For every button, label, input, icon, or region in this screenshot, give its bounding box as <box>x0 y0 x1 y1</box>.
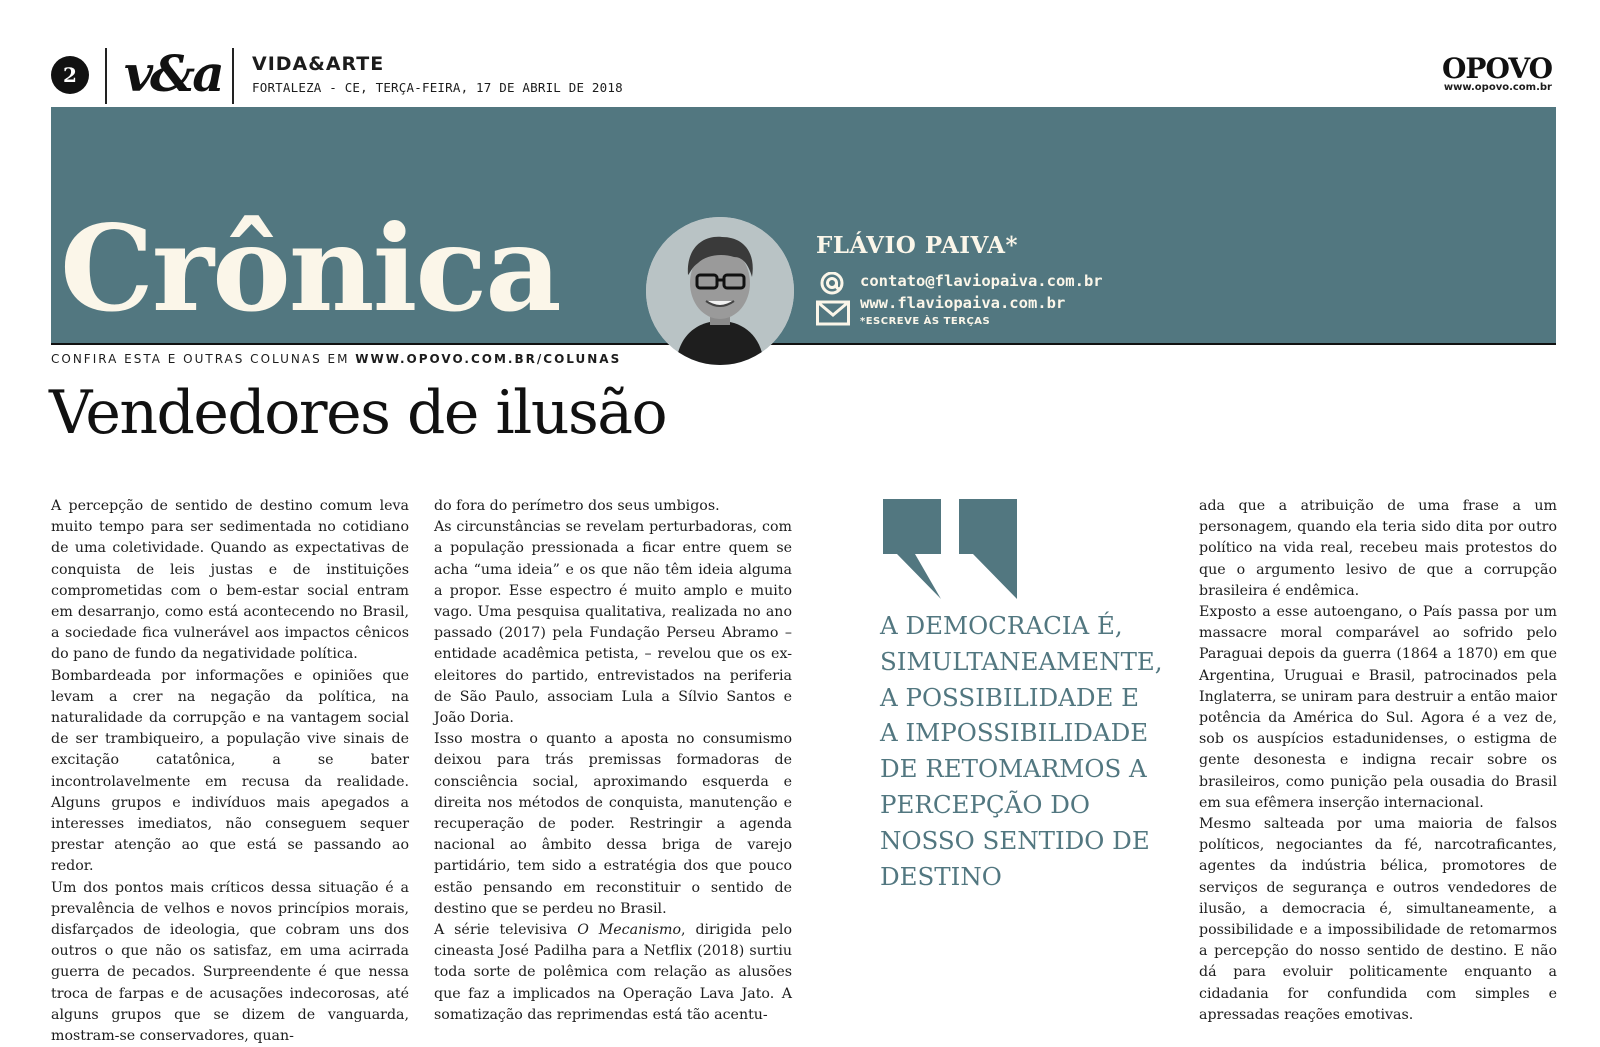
article-paragraph: Exposto a esse autoengano, o País passa por um massacre moral comparável ao sofrido pelo Paraguai depois da guerra (1864 a 1870) em que Argentina, Uruguai e Brasil, patrocinados pela Inglaterra, se uniram para destruir a então maior potência da América do Sul. Agora é a vez de, sob os auspícios estadunidenses, o estigma de gente desonesta e indigna recair sobre os brasileiros, como punição pela ousadia do Brasil em sua efêmera inserção internacional. <box>1199 604 1557 811</box>
dateline: FORTALEZA - CE, TERÇA-FEIRA, 17 DE ABRIL DE 2018 <box>252 80 623 95</box>
author-photo <box>646 217 794 365</box>
author-name: FLÁVIO PAIVA* <box>816 232 1018 259</box>
at-sign-icon <box>822 273 842 293</box>
column-schedule-note: *ESCREVE ÀS TERÇAS <box>860 316 991 327</box>
header-divider <box>105 48 107 104</box>
columns-promo-text: CONFIRA ESTA E OUTRAS COLUNAS EM <box>51 352 356 366</box>
article-paragraph <box>434 920 792 1026</box>
author-website[interactable]: www.flaviopaiva.com.br <box>860 294 1066 312</box>
header-divider <box>232 48 234 104</box>
article-paragraph: Isso mostra o quanto a aposta no consumismo deixou para trás premissas formadoras de consciência social, aproximando esquerda e direita nos métodos de conquista, manutenção e recuperação de poder. Restringir a agenda nacional ao âmbito dessa briga de varejo partidário, tem sido a estratégia dos que pouco estão pensando em reconstituir o sentido de destino que se perdeu no Brasil. <box>434 731 792 917</box>
article-paragraph: A percepção de sentido de destino comum leva muito tempo para ser sedimentada no cotidiano de uma coletividade. Quando as expectativas de conquista de leis justas e de instituições comprometidas com o bem-estar social entram em desarranjo, como está acontecendo no Brasil, a sociedade fica vulnerável aos impactos cênicos do pano de fundo da negatividade política. <box>51 498 409 663</box>
contact-icons <box>816 272 852 328</box>
quote-mark-icon <box>883 499 1023 599</box>
article-column-2 <box>434 496 792 1026</box>
series-title: O Mecanismo <box>577 922 682 939</box>
article-paragraph: ada que a atribuição de uma frase a um personagem, quando ela teria sido dita por outro político na vida real, recebeu mais protestos do que o argumento lesivo de que a corrupção brasileira é endêmica. <box>1199 498 1557 599</box>
paragraph-text: A série televisiva <box>434 922 578 939</box>
columns-promo <box>51 352 621 366</box>
section-name: VIDA&ARTE <box>252 53 385 75</box>
article-headline: Vendedores de ilusão <box>49 378 667 448</box>
page-number-badge: 2 <box>51 56 89 94</box>
article-paragraph: Mesmo salteada por uma maioria de falsos políticos, negociantes da fé, narcotraficantes, agentes da indústria bélica, promotores de serviços de segurança e outros vendedores de ilusão, a democracia é, simultaneamente, a possibilidade e a impossibilidade de retomarmos a percepção do nosso sentido de destino. E não dá para evoluir politicamente enquanto a cidadania for confundida com simples e apressadas reações emotivas. <box>1199 816 1557 1023</box>
section-logo: v&a <box>124 44 222 103</box>
envelope-icon <box>818 302 849 324</box>
article-column-4 <box>1199 496 1557 1026</box>
column-title: Crônica <box>60 199 560 338</box>
article-paragraph: Bombardeada por informações e opiniões que levam a crer na negação da política, na naturalidade da corrupção e na vantagem social de ser trambiqueiro, a população vive sinais de excitação catatônica, a se bater incontrolavelmente em recusa da realidade. Alguns grupos e indivíduos mais apegados a interesses imediatos, não conseguem sequer prestar atenção ao que está se passando ao redor. <box>51 667 409 875</box>
article-paragraph: do fora do perímetro dos seus umbigos. <box>434 498 720 514</box>
article-column-1 <box>51 496 409 1047</box>
pull-quote: A DEMOCRACIA É, SIMULTANEAMENTE, A POSSIBILIDADE E A IMPOSSIBILIDADE DE RETOMARMOS A PERCEPÇÃO DO NOSSO SENTIDO DE DESTINO <box>880 611 1163 891</box>
author-email[interactable]: contato@flaviopaiva.com.br <box>860 272 1103 290</box>
article-paragraph: Um dos pontos mais críticos dessa situação é a prevalência de velhos e novos princípios morais, disfarçados de ideologia, que cobram uns dos outros o que não os satisfaz, em uma acirrada guerra de pecados. Surpreendente é que nessa troca de farpas e de acusações indecorosas, até alguns grupos que se dizem de vanguarda, mostram-se conservadores, quan- <box>51 879 409 1045</box>
article-paragraph: As circunstâncias se revelam perturbadoras, com a população pressionada a ficar entre quem se acha “uma ideia” e os que não têm ideia alguma a propor. Esse espectro é muito amplo e muito vago. Uma pesquisa qualitativa, realizada no ano passado (2017) pela Fundação Perseu Abramo – entidade acadêmica petista, – revelou que os ex-eleitores do partido, entrevistados na periferia de São Paulo, associam Lula a Sílvio Santos e João Doria. <box>434 519 792 727</box>
publication-url[interactable]: www.opovo.com.br <box>1443 82 1552 93</box>
author-photo-icon <box>646 217 794 365</box>
paragraph-text: , dirigida pelo cineasta José Padilha para a Netflix (2018) surtiu toda sorte de polêmica com relação as alusões que faz a implicados na Operação Lava Jato. A somatização das reprimendas está tão acentu- <box>434 922 792 1023</box>
columns-promo-url[interactable]: WWW.OPOVO.COM.BR/COLUNAS <box>355 352 622 366</box>
publication-logo: OPOVO <box>1442 52 1552 85</box>
